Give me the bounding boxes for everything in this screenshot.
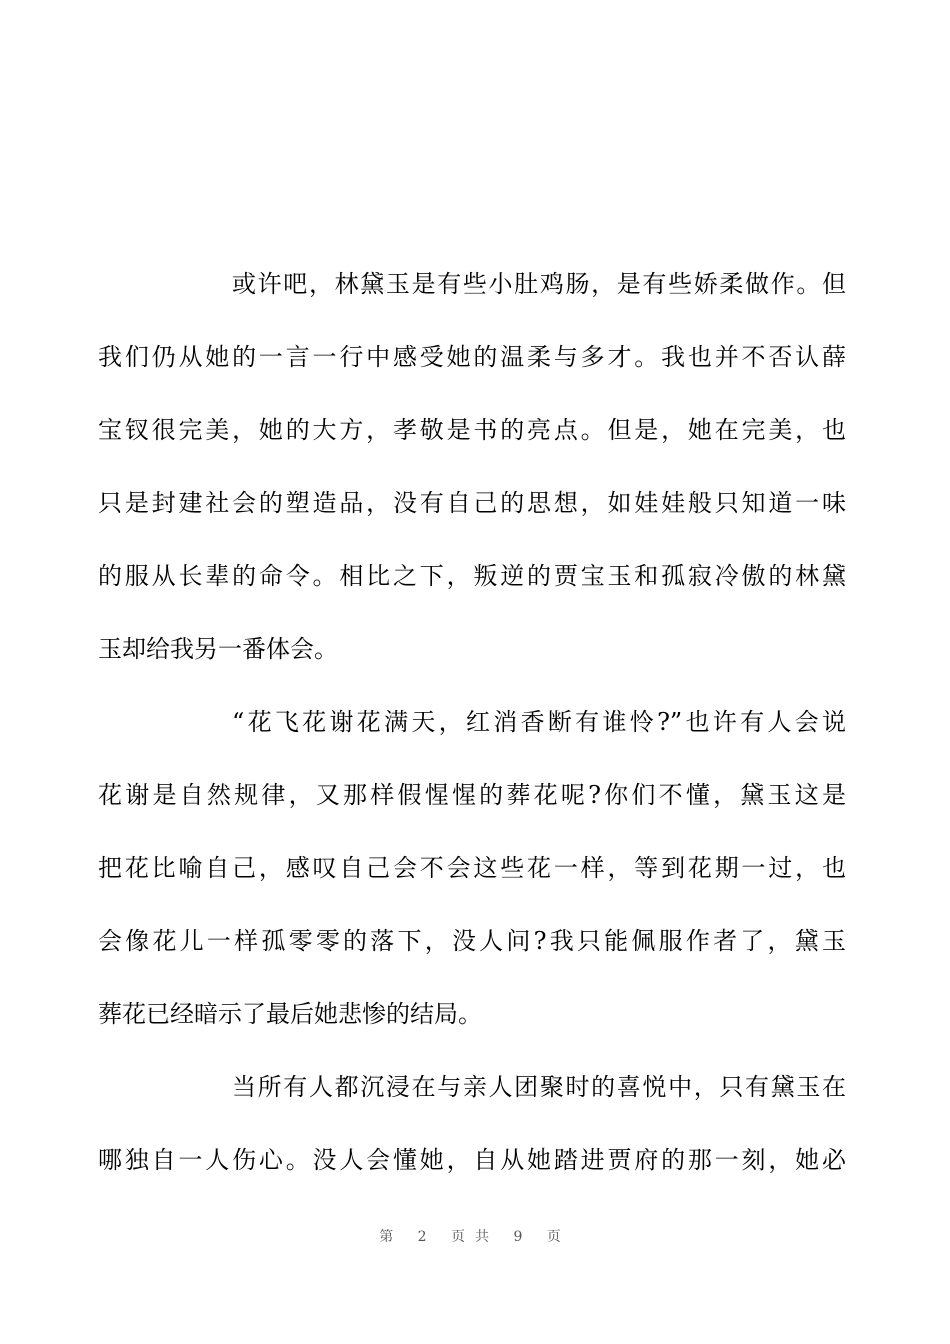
text-line: 花谢是自然规律，又那样假惺惺的葬花呢?你们不懂，黛玉这是: [98, 781, 846, 809]
text-line: 只是封建社会的塑造品，没有自己的思想，如娃娃般只知道一味: [98, 489, 846, 517]
text-line: 葬花已经暗示了最后她悲惨的结局。: [98, 1000, 482, 1028]
page-number-footer: 第 2 页共 9 页: [379, 1229, 571, 1245]
body-text: [98, 248, 846, 1197]
text-line: 宝钗很完美，她的大方，孝敬是书的亮点。但是，她在完美，也: [98, 416, 846, 444]
text-line: 哪独自一人伤心。没人会懂她，自从她踏进贾府的那一刻，她必: [98, 1146, 846, 1174]
text-line: 把花比喻自己，感叹自己会不会这些花一样，等到花期一过，也: [98, 854, 846, 882]
text-line: 当所有人都沉浸在与亲人团聚时的喜悦中，只有黛玉在: [232, 1073, 846, 1101]
text-line: 玉却给我另一番体会。: [98, 635, 338, 663]
text-line: 我们仍从她的一言一行中感受她的温柔与多才。我也并不否认薛: [98, 343, 846, 371]
text-line: 或许吧，林黛玉是有些小肚鸡肠，是有些娇柔做作。但: [232, 270, 846, 298]
text-line: “花飞花谢花满天，红消香断有谁怜?”也许有人会说: [232, 708, 846, 736]
text-line: 的服从长辈的命令。相比之下，叛逆的贾宝玉和孤寂冷傲的林黛: [98, 562, 846, 590]
text-line: 会像花儿一样孤零零的落下，没人问?我只能佩服作者了，黛玉: [98, 927, 846, 955]
